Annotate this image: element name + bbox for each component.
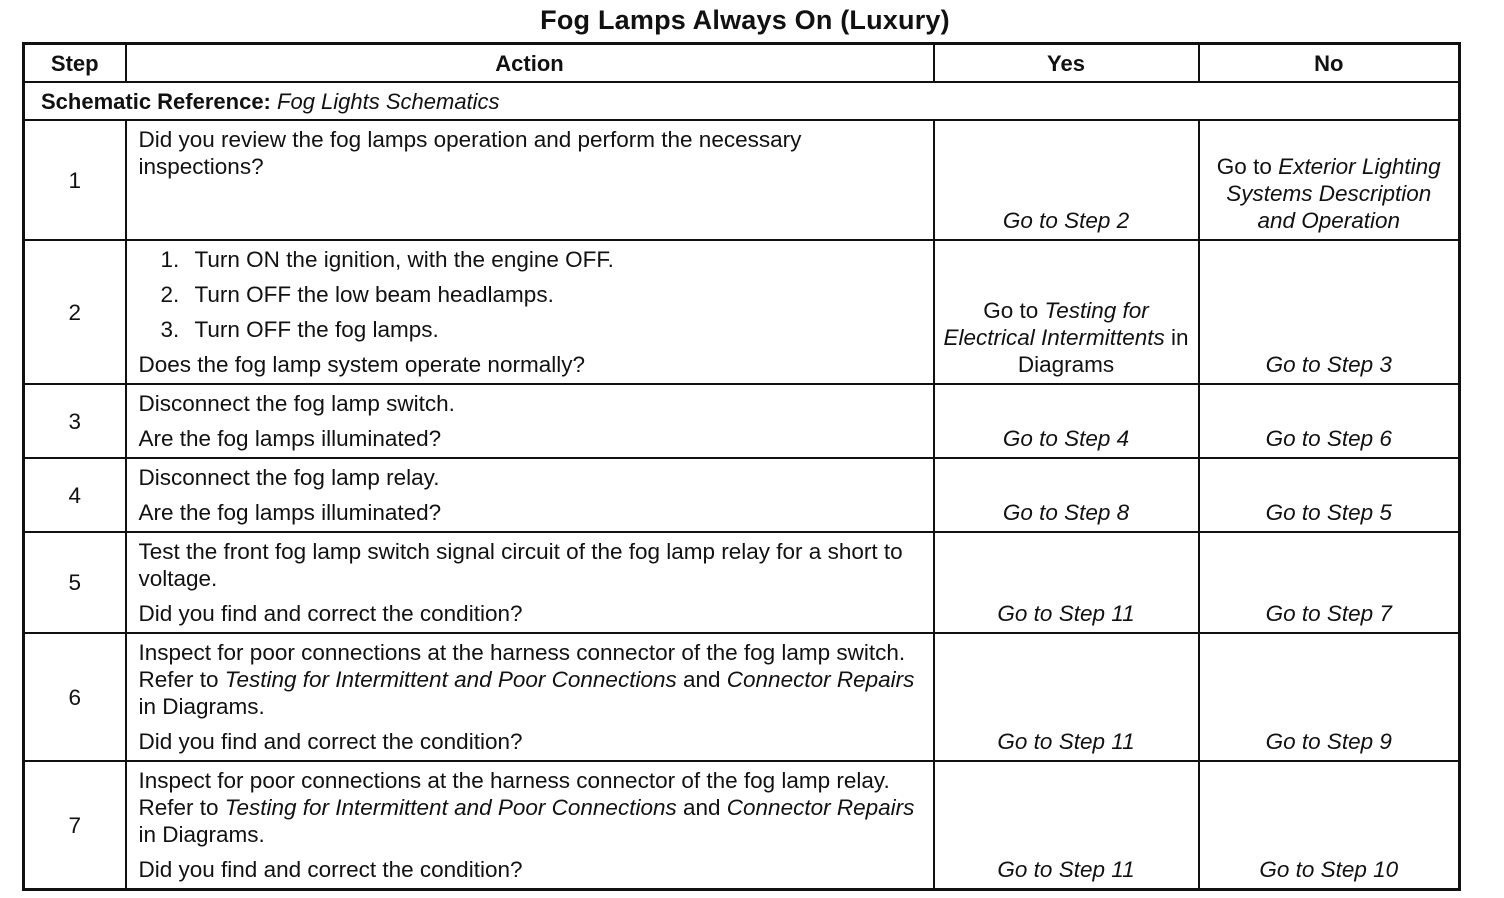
yes-result-text: Go to Step 2 bbox=[1002, 208, 1130, 233]
action-question: Did you find and correct the condition? bbox=[138, 729, 523, 754]
yes-result[interactable] bbox=[934, 761, 1199, 890]
schematic-reference-link[interactable]: Fog Lights Schematics bbox=[277, 88, 500, 114]
yes-result[interactable] bbox=[934, 384, 1199, 458]
action-question: Did you find and correct the condition? bbox=[138, 601, 523, 626]
yes-result[interactable] bbox=[934, 458, 1199, 532]
step-number: 5 bbox=[24, 532, 126, 633]
action-question: Did you find and correct the condition? bbox=[138, 857, 523, 882]
no-result[interactable] bbox=[1199, 761, 1460, 890]
column-header-step: Step bbox=[24, 44, 126, 83]
action-question: Are the fog lamps illuminated? bbox=[138, 426, 442, 451]
action-cell bbox=[126, 458, 934, 532]
no-result-text: Go to bbox=[1216, 154, 1279, 179]
column-header-no: No bbox=[1199, 44, 1460, 83]
step-number: 2 bbox=[24, 240, 126, 384]
action-text: Test the front fog lamp switch signal circuit of the fog lamp relay for a short to voltage. bbox=[138, 539, 903, 591]
step-number: 4 bbox=[24, 458, 126, 532]
diagnostic-table bbox=[22, 42, 1461, 891]
step-number: 6 bbox=[24, 633, 126, 761]
table-row bbox=[24, 532, 1460, 633]
no-result[interactable] bbox=[1199, 532, 1460, 633]
list-item-text: Turn OFF the low beam headlamps. bbox=[194, 282, 554, 307]
action-text: in Diagrams. bbox=[138, 694, 265, 719]
action-text: Connector Repairs bbox=[726, 795, 915, 820]
yes-result-text: Go to bbox=[983, 298, 1045, 323]
action-text: Testing for Intermittent and Poor Connections bbox=[224, 795, 677, 820]
no-result[interactable] bbox=[1199, 240, 1460, 384]
action-steps-list bbox=[139, 246, 923, 343]
schematic-reference-row bbox=[24, 82, 1460, 120]
no-result-text: Go to Step 5 bbox=[1265, 500, 1392, 525]
list-item-text: Turn ON the ignition, with the engine OFF. bbox=[194, 247, 614, 272]
yes-result[interactable] bbox=[934, 532, 1199, 633]
table-row bbox=[24, 120, 1460, 240]
table-row bbox=[24, 633, 1460, 761]
no-result-text: Go to Step 3 bbox=[1265, 352, 1392, 377]
no-result[interactable] bbox=[1199, 120, 1460, 240]
yes-result-text: in Diagrams bbox=[1017, 325, 1189, 377]
list-item-number: 3. bbox=[160, 317, 180, 342]
action-text: and bbox=[676, 667, 727, 692]
yes-result-text: Go to Step 11 bbox=[997, 857, 1135, 882]
yes-result-text: Go to Step 8 bbox=[1002, 500, 1130, 525]
action-cell bbox=[126, 120, 934, 240]
action-text: Disconnect the fog lamp relay. bbox=[138, 465, 440, 490]
action-question: Does the fog lamp system operate normally? bbox=[138, 352, 585, 377]
action-text: Connector Repairs bbox=[726, 667, 915, 692]
action-text: Inspect for poor connections at the harness connector of the fog lamp switch. Refer to bbox=[138, 640, 906, 692]
action-cell bbox=[126, 633, 934, 761]
yes-result[interactable] bbox=[934, 633, 1199, 761]
no-result-text: Go to Step 6 bbox=[1265, 426, 1392, 451]
action-cell bbox=[126, 532, 934, 633]
action-text: Testing for Intermittent and Poor Connections bbox=[224, 667, 677, 692]
action-text: in Diagrams. bbox=[138, 822, 265, 847]
list-item bbox=[161, 316, 923, 343]
yes-result[interactable] bbox=[934, 240, 1199, 384]
step-number: 7 bbox=[24, 761, 126, 890]
list-item-text: Turn OFF the fog lamps. bbox=[194, 317, 439, 342]
list-item-number: 2. bbox=[160, 282, 180, 307]
action-question: Are the fog lamps illuminated? bbox=[138, 500, 442, 525]
action-cell bbox=[126, 240, 934, 384]
action-text bbox=[139, 639, 923, 720]
table-row bbox=[24, 384, 1460, 458]
yes-result-text: Go to Step 4 bbox=[1002, 426, 1130, 451]
table-row bbox=[24, 240, 1460, 384]
no-result[interactable] bbox=[1199, 633, 1460, 761]
action-text: and bbox=[676, 795, 727, 820]
list-item bbox=[161, 246, 923, 273]
yes-result-text: Go to Step 11 bbox=[997, 729, 1135, 754]
no-result[interactable] bbox=[1199, 384, 1460, 458]
action-text: Disconnect the fog lamp switch. bbox=[138, 391, 455, 416]
yes-result[interactable] bbox=[934, 120, 1199, 240]
action-cell bbox=[126, 384, 934, 458]
no-result[interactable] bbox=[1199, 458, 1460, 532]
action-cell bbox=[126, 761, 934, 890]
table-row bbox=[24, 761, 1460, 890]
yes-result-text: Go to Step 11 bbox=[997, 601, 1135, 626]
step-number: 1 bbox=[24, 120, 126, 240]
schematic-reference bbox=[24, 82, 1460, 120]
action-text: Inspect for poor connections at the harness connector of the fog lamp relay. Refer to bbox=[138, 768, 890, 820]
no-result-text: Exterior Lighting Systems Description and Operation bbox=[1226, 154, 1441, 233]
action-text: Did you review the fog lamps operation and perform the necessary inspections? bbox=[138, 127, 802, 179]
yes-result-text: Testing for Electrical Intermittents bbox=[943, 298, 1165, 350]
column-header-action: Action bbox=[126, 44, 934, 83]
table-row bbox=[24, 458, 1460, 532]
no-result-text: Go to Step 10 bbox=[1259, 857, 1399, 882]
list-item-number: 1. bbox=[160, 247, 180, 272]
page-title: Fog Lamps Always On (Luxury) bbox=[540, 5, 950, 35]
header-row bbox=[24, 44, 1460, 83]
schematic-reference-label: Schematic Reference: bbox=[41, 88, 271, 114]
column-header-yes: Yes bbox=[934, 44, 1199, 83]
step-number: 3 bbox=[24, 384, 126, 458]
list-item bbox=[161, 281, 923, 308]
action-text bbox=[139, 767, 923, 848]
no-result-text: Go to Step 7 bbox=[1265, 601, 1392, 626]
no-result-text: Go to Step 9 bbox=[1265, 729, 1392, 754]
